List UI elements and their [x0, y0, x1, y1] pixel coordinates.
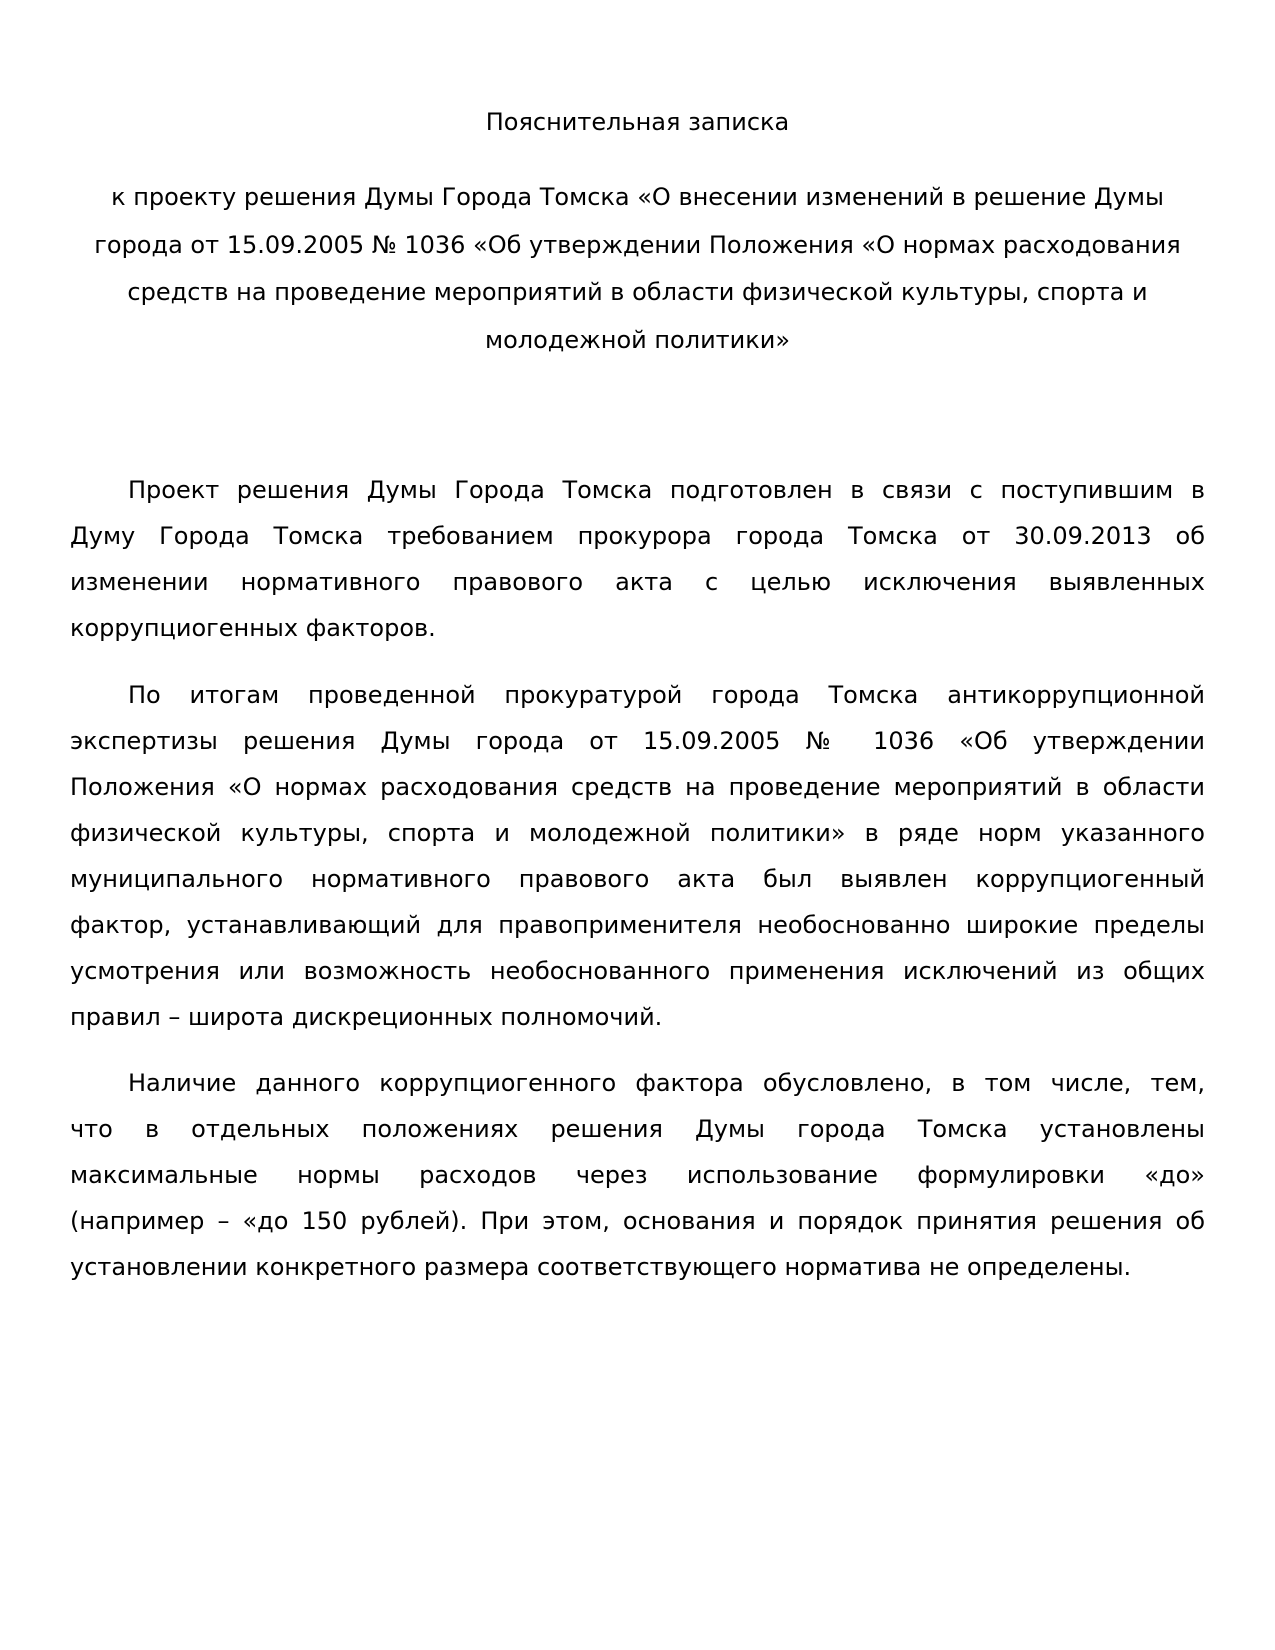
paragraph-line: Думу Города Томска требованием прокурора города Томска от 30.09.2013 об: [70, 522, 1205, 550]
paragraph-line: коррупциогенных факторов.: [70, 614, 436, 642]
paragraph-line: изменении нормативного правового акта с целью исключения выявленных: [70, 568, 1205, 596]
paragraph-2: [70, 672, 1205, 1040]
subtitle-line: средств на проведение мероприятий в области физической культуры, спорта и: [127, 278, 1148, 306]
paragraph-line: фактор, устанавливающий для правоприменителя необоснованно широкие пределы: [70, 911, 1205, 939]
paragraph-line: Наличие данного коррупциогенного фактора обусловлено, в том числе, тем,: [128, 1069, 1205, 1097]
paragraph-line: (например – «до 150 рублей). При этом, основания и порядок принятия решения об: [70, 1207, 1205, 1235]
paragraph-1: [70, 467, 1205, 651]
paragraph-line: муниципального нормативного правового акта был выявлен коррупциогенный: [70, 865, 1205, 893]
paragraph-line: максимальные нормы расходов через использование формулировки «до»: [70, 1161, 1205, 1189]
subtitle-line: молодежной политики»: [484, 325, 791, 354]
paragraph-line: установлении конкретного размера соответствующего норматива не определены.: [70, 1253, 1132, 1281]
paragraph-3: [70, 1060, 1205, 1290]
paragraph-line: По итогам проведенной прокуратурой города Томска антикоррупционной: [128, 681, 1205, 709]
paragraph-line: усмотрения или возможность необоснованного применения исключений из общих: [70, 957, 1205, 985]
paragraph-line: правил – широта дискреционных полномочий.: [70, 1003, 663, 1031]
paragraph-line: экспертизы решения Думы города от 15.09.2005 № 1036 «Об утверждении: [70, 727, 1205, 755]
subtitle-line: города от 15.09.2005 № 1036 «Об утверждении Положения «О нормах расходования: [94, 230, 1181, 259]
paragraph-line: физической культуры, спорта и молодежной политики» в ряде норм указанного: [70, 819, 1205, 847]
document-title: Пояснительная записка: [485, 108, 790, 136]
paragraph-line: что в отдельных положениях решения Думы города Томска установлены: [70, 1115, 1205, 1143]
paragraph-line: Проект решения Думы Города Томска подготовлен в связи с поступившим в: [128, 476, 1205, 504]
subtitle-line: к проекту решения Думы Города Томска «О внесении изменений в решение Думы: [111, 183, 1164, 211]
paragraph-line: Положения «О нормах расходования средств на проведение мероприятий в области: [70, 773, 1205, 801]
document-subtitle: [70, 174, 1205, 364]
